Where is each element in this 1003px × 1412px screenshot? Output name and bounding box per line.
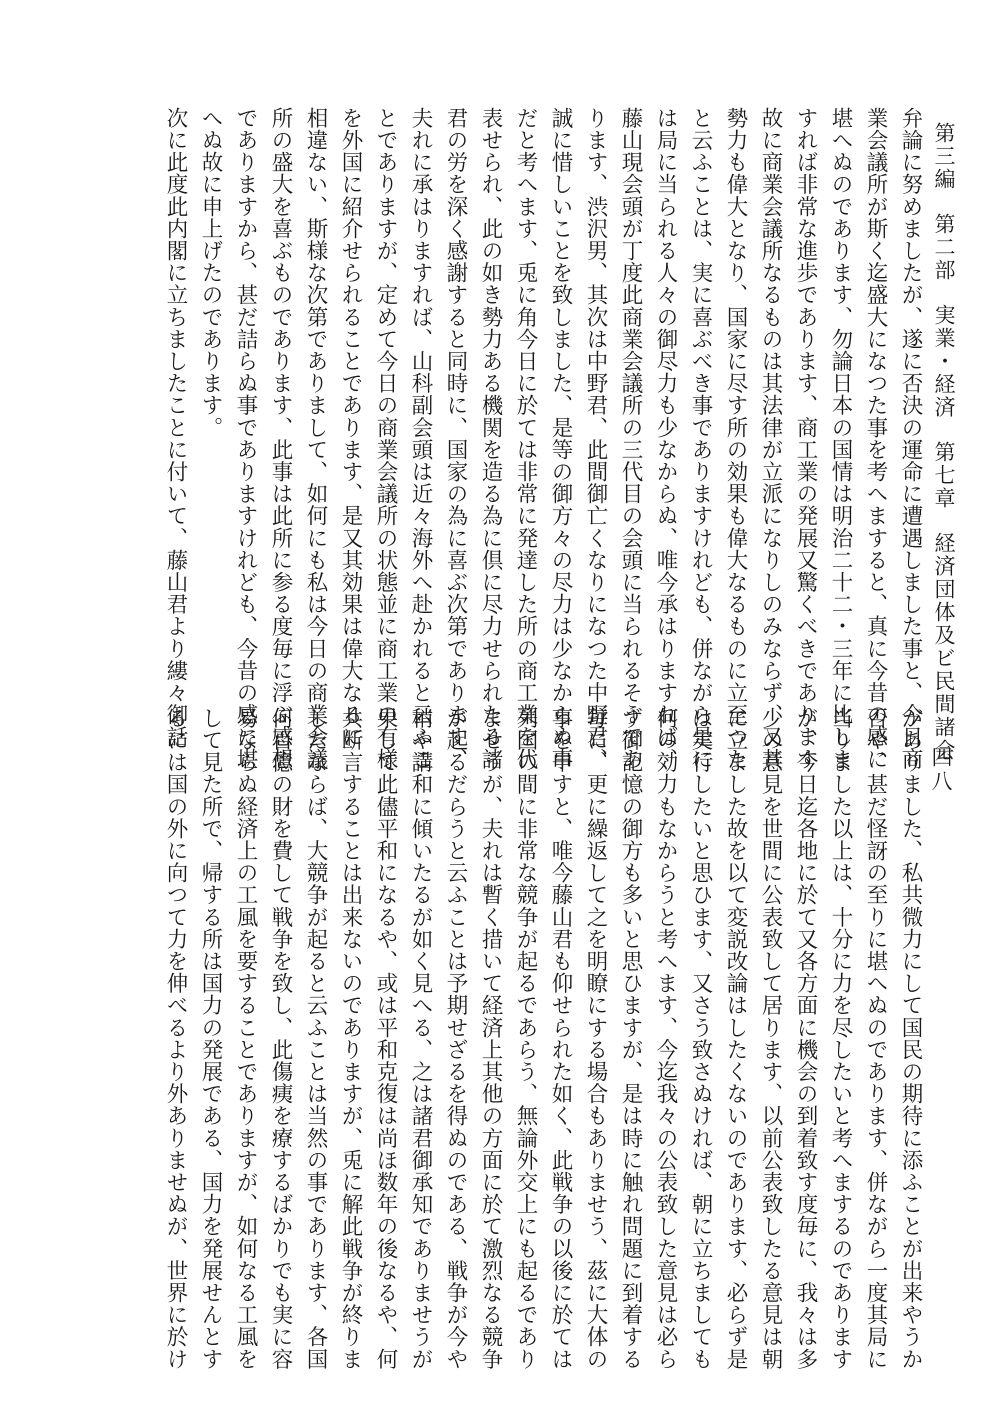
text-column: 否や、甚だ怪訝の至りに堪へぬのであります、併ながら一度其局に — [863, 707, 888, 1370]
text-column: がありました、私共微力にして国民の期待に添ふことが出来やうか — [898, 707, 923, 1370]
body-text-top — [151, 107, 923, 770]
text-column: ず御記憶の御方も多いと思ひますが、是は時に触れ問題に到着する — [618, 707, 643, 1370]
page-number: 四八 — [929, 746, 953, 794]
text-column: 相違ない、斯様な次第でありまして、如何にも私は今日の商業会議 — [303, 107, 328, 770]
header-chapter: 第七章 — [932, 441, 956, 510]
text-column: 業会議所が斯く迄盛大になつた事を考へますると、真に今昔の感に — [863, 107, 888, 770]
text-column: は局に当られる人々の御尽力も少なからぬ、唯今承はりますれば、 — [653, 107, 678, 770]
text-column: へぬ故に申上げたのであります。 — [198, 107, 223, 439]
text-column: 毎に、更に繰返して之を明瞭にする場合もありませう、茲に大体の — [583, 707, 608, 1370]
header-category: 実業・経済 — [932, 304, 956, 419]
text-column: 何百億の財を費して戦争を致し、此傷痍を療するばかりでも実に容 — [268, 707, 293, 1370]
text-column: と云ふことは、実に喜ぶべき事でありますけれども、併ながら是に — [688, 107, 713, 770]
text-column: 易ならぬ経済上の工風を要することでありますが、如何なる工風を — [233, 707, 258, 1370]
text-column: 君の労を深く感謝すると同時に、国家の為に喜ぶ次第であります、 — [443, 107, 468, 770]
text-column: 故に商業会議所なるものは其法律が立派になりしのみならず、又其 — [758, 107, 783, 770]
text-column: 果して此儘平和になるや、或は平和克復は尚ほ数年の後なるや、何 — [373, 707, 398, 1370]
text-column: 堪へぬのであります、勿論日本の国情は明治二十二・三年に比しま — [828, 107, 853, 770]
text-column: とでありますが、定めて今日の商業会議所の状態並に商工業の有様 — [373, 107, 398, 770]
text-column: 共断言することは出来ないのでありますが、兎に解此戦争が終りま — [338, 707, 363, 1370]
text-column: ませうが、夫れは暫く措いて経済上其他の方面に於て激烈なる競争 — [478, 707, 503, 1370]
text-column: 所の盛大を喜ぶものであります、此事は此所に参る度毎に浮ぶ感想 — [268, 107, 293, 770]
text-column: ります、渋沢男、其次は中野君、此間御亡くなりになつた中野君、 — [583, 107, 608, 770]
text-column: 誠に惜しいことを致しました、是等の御方々の尽力は少なからぬ事 — [548, 107, 573, 770]
text-column: 藤山現会頭が丁度此商業会議所の三代目の会頭に当られるそうであ — [618, 107, 643, 770]
running-head — [929, 122, 959, 762]
text-column: が、今日迄各地に於て又各方面に機会の到着致す度毎に、我々は多 — [793, 707, 818, 1370]
text-column: して見た所で、帰する所は国力の発展である、国力を発展せんとす — [198, 707, 223, 1370]
text-column: 弁論に努めましたが、遂に否決の運命に遭遇しました事と、今日商 — [898, 107, 923, 770]
text-column: が起るだらうと云ふことは予期せざるを得ぬのである、戦争が今や — [443, 707, 468, 1370]
text-column: 少の意見を世間に公表致して居ります、以前公表致したる意見は朝 — [758, 707, 783, 1370]
text-column: 勢力も偉大となり、国家に尽す所の効果も偉大なるものに立至つた — [723, 107, 748, 770]
text-column: でありますから、甚だ詰らぬ事でありますけれども、今昔の感に堪 — [233, 107, 258, 770]
text-column: だと考へます、兎に角今日に於ては非常に発達した所の商工業を代 — [513, 107, 538, 770]
text-column: したならば、大競争が起ると云ふことは当然の事であります、各国 — [303, 707, 328, 1370]
text-column: るには国の外に向つて力を伸べるより外ありませぬが、世界に於け — [163, 707, 188, 1370]
body-text-bottom — [151, 707, 923, 1370]
text-column: 当りました以上は、十分に力を尽したいと考へまするのであります — [828, 707, 853, 1370]
header-chapter-title: 経済団体及ビ民間諸会 — [932, 532, 956, 762]
text-column: 稍や講和に傾いたるが如く見へる、之は諸君御承知でありませうが — [408, 707, 433, 1370]
header-part: 第三編 — [932, 122, 956, 191]
text-column: 事を申すと、唯今藤山君も仰せられた如く、此戦争の以後に於ては — [548, 707, 573, 1370]
text-column: すれば非常な進歩であります、商工業の発展又驚くべきであります — [793, 107, 818, 770]
text-column: 次に此度此内閣に立ちましたことに付いて、藤山君より縷々御話 — [163, 107, 188, 748]
text-column: 何の効力もなからうと考へます、今迄我々の公表致した意見は必ら — [653, 707, 678, 1370]
text-column: は実行したいと思ひます、又さう致さぬければ、朝に立ちましても — [688, 707, 713, 1370]
text-column: に立ました故を以て変説改論はしたくないのであります、必らず是 — [723, 707, 748, 1370]
text-column: 表せられ、此の如き勢力ある機関を造る為に倶に尽力せられたる諸 — [478, 107, 503, 770]
text-column: 夫れに承はりますれば、山科副会頭は近々海外へ赴かれると云ふこ — [408, 107, 433, 770]
text-column: 列国の間に非常な競争が起るであらう、無論外交上にも起るであり — [513, 707, 538, 1370]
text-column: を外国に紹介せられることであります、是又其効果は偉大なるに — [338, 107, 363, 748]
header-section: 第二部 — [932, 213, 956, 282]
